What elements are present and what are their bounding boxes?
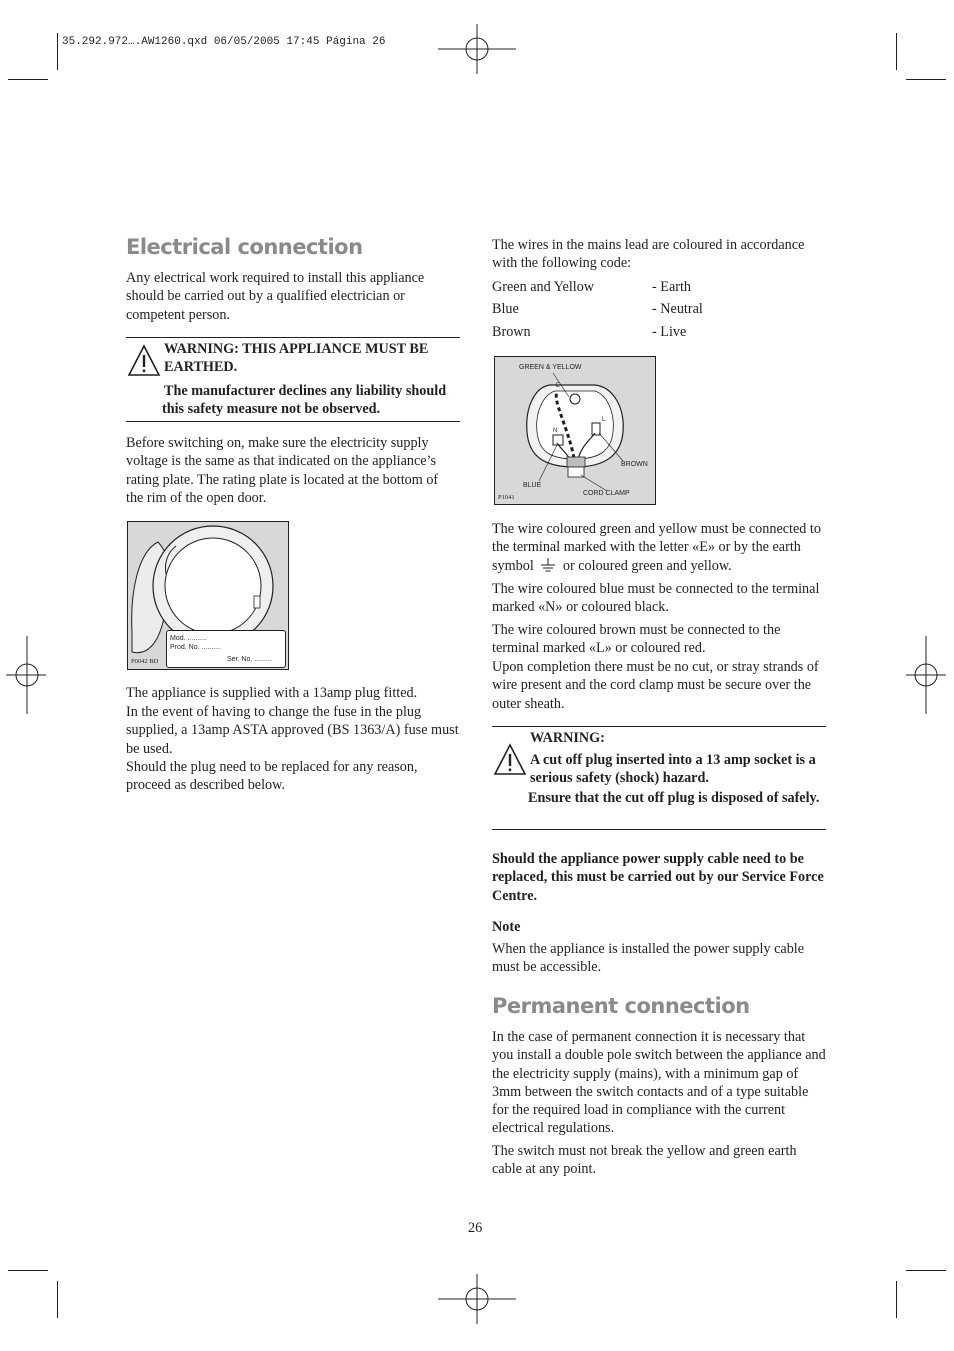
before-switching-paragraph: Before switching on, make sure the electricity supply voltage is the same as that indicated on the appliance’s rating plate. The rating plate is located at the bottom of the rim of the open door.: [126, 435, 439, 506]
label-green-yellow: GREEN & YELLOW: [519, 364, 582, 371]
warning2-triangle-icon: [493, 743, 527, 776]
page-number: 26: [468, 1220, 483, 1236]
registration-mark-right-icon: [906, 636, 946, 714]
wire-colour-brown: Brown: [492, 324, 531, 340]
note-title: Note: [492, 919, 521, 935]
label-terminal-l: L: [602, 417, 606, 423]
wire-meaning-earth: - Earth: [652, 279, 691, 295]
rating-ser: Ser. No. .........: [227, 656, 272, 663]
brown-paragraph: The wire coloured brown must be connected to the terminal marked «L» or coloured red.: [492, 622, 781, 657]
warning-earthed: WARNING: THIS APPLIANCE MUST BE EARTHED.: [164, 341, 429, 376]
service-paragraph: Should the appliance power supply cable need to be replaced, this must be carried out by our Service Force Centre.: [492, 851, 824, 904]
label-brown: BROWN: [621, 461, 648, 468]
completion-paragraph: Upon completion there must be no cut, or stray strands of wire present and the cord clamp must be secure over the outer sheath.: [492, 659, 819, 712]
warning2-title: WARNING:: [530, 730, 605, 746]
note-paragraph: When the appliance is installed the power supply cable must be accessible.: [492, 941, 805, 976]
registration-mark-top-icon: [438, 24, 516, 74]
green-yellow-text-a: The wire coloured green and yellow must be connected to the terminal marked with the letter «E» or by the earth symbol: [492, 521, 821, 574]
warning2-dispose: Ensure that the cut off plug is disposed of safely.: [528, 790, 820, 806]
rating-mod: Mod. ..........: [170, 635, 207, 642]
wires-intro: The wires in the mains lead are coloured in accordance with the following code:: [492, 237, 805, 272]
file-info: 35.292.972….AW1260.qxd 06/05/2005 17:45 Página 26: [62, 36, 386, 48]
blue-paragraph: The wire coloured blue must be connected to the terminal marked «N» or coloured black.: [492, 581, 820, 616]
label-terminal-e: E: [556, 383, 561, 389]
rating-image-code: P0042 BD: [131, 658, 159, 665]
label-cord-clamp: CORD CLAMP: [583, 490, 630, 497]
section-title-permanent: Permanent connection: [492, 994, 750, 1018]
registration-mark-bottom-icon: [438, 1274, 516, 1324]
label-terminal-n: N: [553, 428, 558, 434]
plug-paragraph-1: The appliance is supplied with a 13amp plug fitted.: [126, 685, 418, 701]
warning-triangle-icon: [127, 344, 161, 377]
warning2-cut-off-plug: A cut off plug inserted into a 13 amp socket is a serious safety (shock) hazard.: [530, 752, 816, 787]
plug-wiring-illustration: [494, 356, 656, 505]
green-yellow-paragraph: [492, 520, 826, 575]
wire-meaning-live: - Live: [652, 324, 687, 340]
section-title-electrical: Electrical connection: [126, 235, 363, 259]
warning-rule-top: [126, 337, 460, 338]
earth-symbol-icon: [539, 558, 557, 572]
wire-colour-blue: Blue: [492, 301, 519, 317]
wire-colour-green: Green and Yellow: [492, 279, 595, 295]
warning-liability: The manufacturer declines any liability should this safety measure not be observed.: [162, 383, 447, 418]
plug-image-code: P1041: [498, 494, 515, 501]
plug-paragraph-2: In the event of having to change the fuse in the plug supplied, a 13amp ASTA approved (BS 1363/A) fuse must be used.: [126, 704, 459, 757]
permanent-paragraph-2: The switch must not break the yellow and green earth cable at any point.: [492, 1143, 797, 1178]
rating-plate-label: [166, 630, 286, 668]
intro-paragraph: Any electrical work required to install this appliance should be carried out by a qualified electrician or competent person.: [126, 270, 425, 323]
registration-mark-left-icon: [6, 636, 46, 714]
rating-plate-illustration: [127, 521, 289, 670]
green-yellow-text-b: or coloured green and yellow.: [562, 557, 732, 574]
permanent-paragraph-1: In the case of permanent connection it is necessary that you install a double pole switch between the appliance and the electricity supply (mains), with a minimum gap of 3mm between the switch contacts and of a type suitable for the required load in compliance with the current electrical regulations.: [492, 1029, 826, 1137]
rating-prod: Prod. No. ..........: [170, 644, 221, 651]
warning2-rule-top: [492, 726, 826, 727]
wire-meaning-neutral: - Neutral: [652, 301, 703, 317]
warning-rule-bottom: [126, 421, 460, 422]
label-blue: BLUE: [523, 482, 542, 489]
plug-icon: [495, 357, 655, 504]
warning2-rule-bottom: [492, 829, 826, 830]
plug-paragraph-3: Should the plug need to be replaced for any reason, proceed as described below.: [126, 759, 418, 794]
